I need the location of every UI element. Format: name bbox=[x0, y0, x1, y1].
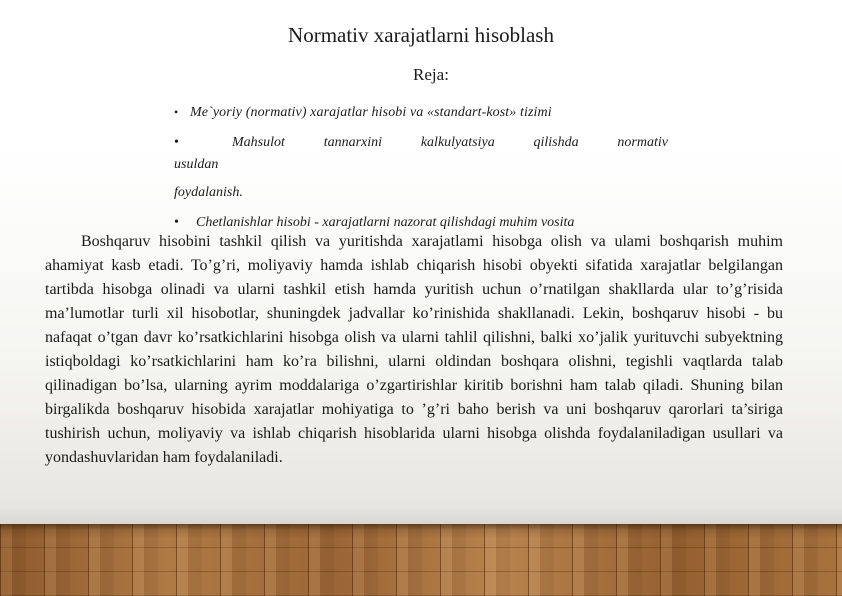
bullet-icon: • bbox=[174, 135, 179, 150]
body-paragraph: Boshqaruv hisobini tashkil qilish va yuritishda xarajatlami hisobga olish va ulami boshqarish muhim ahamiyat kasb etadi. To’g’ri, moliyaviy hamda ishlab chiqarish hisobi obyekti sifatida xarajatlar belgilangan tartibda hisobga olinadi va ularni tashkil etish hamda yuritish uchun o’rnatilgan shakllarda ular to’g’risida ma’lumotlar turli xil hisobotlar, shuningdek jadvallar ko’rinishida shakllanadi. Lekin, boshqaruv hisobi - bu nafaqat o’tgan davr ko’rsatkichlarini hisobga olish va ularni tahlil qilishni, balki xo’jalik yurituvchi subyektning istiqboldagi ko’rsatkichlarini ham ko’ra bilishni, ularni oldindan boshqara olishni, tegishli vaqtlarda talab qilinadigan bo’lsa, ularning ayrim moddalariga o’zgartirishlar kiritib borishni ham talab qiladi. Shuning bilan birgalikda boshqaruv hisobida xarajatlar mohiyatiga to ’g’ri baho berish va uni boshqaruv qarorlari ta’siriga tushirish uchun, moliyaviy va ishlab chiqarish hisoblarida ularni hisobga olishda foydalaniladigan usullari va yondashuvlaridan ham foydalaniladi. bbox=[45, 233, 783, 466]
bullet-icon: • bbox=[174, 105, 179, 119]
slide-title: Normativ xarajatlarni hisoblash bbox=[288, 23, 554, 47]
plan-item bbox=[174, 101, 668, 124]
floor-shadow bbox=[0, 506, 842, 524]
plan-item-text: Chetlanishlar hisobi - xarajatlarni nazorat qilishdagi muhim vosita bbox=[196, 215, 575, 230]
bullet-icon: • bbox=[174, 215, 179, 230]
plan-item-continuation: foydalanish. bbox=[174, 185, 243, 200]
plan-heading: Reja: bbox=[413, 65, 449, 84]
plan-item bbox=[174, 132, 668, 204]
plan-item-text: Mahsulot tannarxini kalkulyatsiya qilishda normativ usuldan bbox=[174, 135, 668, 172]
wooden-floor-decoration bbox=[0, 524, 842, 596]
plan-item-text: Me`yoriy (normativ) xarajatlar hisobi va «standart-kost» tizimi bbox=[190, 105, 552, 120]
plan-list bbox=[174, 101, 668, 242]
